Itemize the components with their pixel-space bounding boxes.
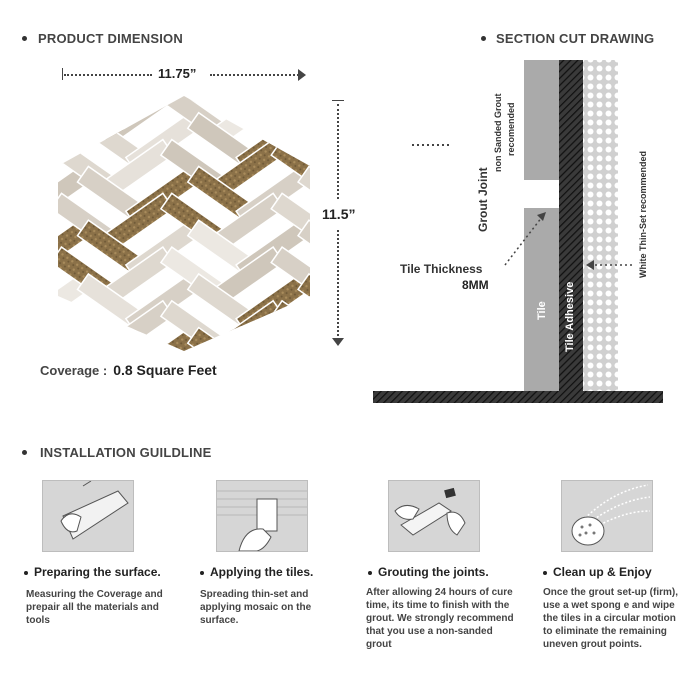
step-1-title (24, 565, 161, 579)
grout-joint-label: Grout Joint (476, 167, 490, 232)
stone-tile-piece (236, 96, 310, 119)
stone-tile-piece (58, 328, 90, 351)
grout-float-icon (389, 481, 479, 551)
tile-thickness-value: 8MM (462, 278, 489, 292)
bullet-dot (22, 450, 27, 455)
width-dim-line-right (210, 74, 302, 76)
step-1-desc: Measuring the Coverage and prepair all the materials and tools (26, 589, 163, 626)
coverage-label: Coverage : (40, 363, 108, 378)
height-label: 11.5” (322, 206, 356, 222)
width-label: 11.75” (158, 66, 197, 81)
width-tick-left (62, 68, 63, 80)
width-arrow-icon (298, 69, 306, 81)
glass-tile-piece (271, 301, 310, 351)
stone-tile-piece (298, 96, 310, 119)
stone-tile-piece (58, 301, 63, 351)
height-dim-line-bottom (337, 230, 339, 340)
stone-tile-piece (236, 328, 310, 351)
step-2-image (216, 480, 308, 552)
installation-title: INSTALLATION GUILDLINE (40, 445, 212, 460)
width-dim-line-left (64, 74, 152, 76)
sponge-icon (562, 481, 652, 551)
stone-tile-piece (298, 328, 310, 351)
step-3-title (368, 565, 489, 579)
glass-tile-piece (188, 328, 263, 351)
step-1-title-text: Preparing the surface. (34, 565, 161, 579)
step-2-desc: Spreading thin-set and applying mosaic on the surface. (200, 589, 312, 626)
glass-tile-piece (77, 96, 152, 119)
glass-tile-piece (58, 96, 90, 119)
glass-tile-piece (58, 96, 63, 146)
step-bullet (200, 571, 204, 575)
grout-note-2: recomended (506, 102, 516, 156)
product-dimension-title: PRODUCT DIMENSION (38, 31, 183, 46)
height-dim-line-top (337, 104, 339, 199)
step-bullet (543, 571, 547, 575)
step-bullet (368, 571, 372, 575)
stone-tile-piece (271, 96, 310, 146)
coverage (40, 362, 217, 378)
step-bullet (24, 571, 28, 575)
step-4-desc: Once the grout set-up (firm), use a wet spong e and wipe the tiles in a circular motion to eliminate the remaining uneven grout points. (543, 587, 678, 650)
bullet-dot (481, 36, 486, 41)
tile-label: Tile (536, 301, 548, 320)
step-2-title (200, 565, 313, 579)
step-3-image (388, 480, 480, 552)
herringbone-mosaic-tile (58, 96, 310, 351)
section-cut-drawing (370, 55, 670, 407)
trowel-icon (217, 481, 307, 551)
step-3-title-text: Grouting the joints. (378, 565, 489, 579)
height-arrow-icon (332, 338, 344, 346)
bullet-dot (22, 36, 27, 41)
measuring-tape-icon (43, 481, 133, 551)
step-2-title-text: Applying the tiles. (210, 565, 314, 579)
step-4-image (561, 480, 653, 552)
grout-note-1: non Sanded Grout (493, 93, 503, 172)
tile-adhesive-label: Tile Adhesive (564, 281, 576, 352)
tile-thickness-label: Tile Thickness (400, 262, 483, 276)
section-cut-title: SECTION CUT DRAWING (496, 31, 655, 46)
step-4-title-text: Clean up & Enjoy (553, 565, 652, 579)
thinset-note: White Thin-Set recommended (638, 150, 648, 278)
coverage-value: 0.8 Square Feet (113, 362, 217, 378)
step-3-desc: After allowing 24 hours of cure time, its time to finish with the grout. We strongly recommend that you use a non-sanded grout (366, 587, 514, 650)
step-4-title (543, 565, 652, 579)
step-1-image (42, 480, 134, 552)
height-tick-top (332, 100, 344, 101)
